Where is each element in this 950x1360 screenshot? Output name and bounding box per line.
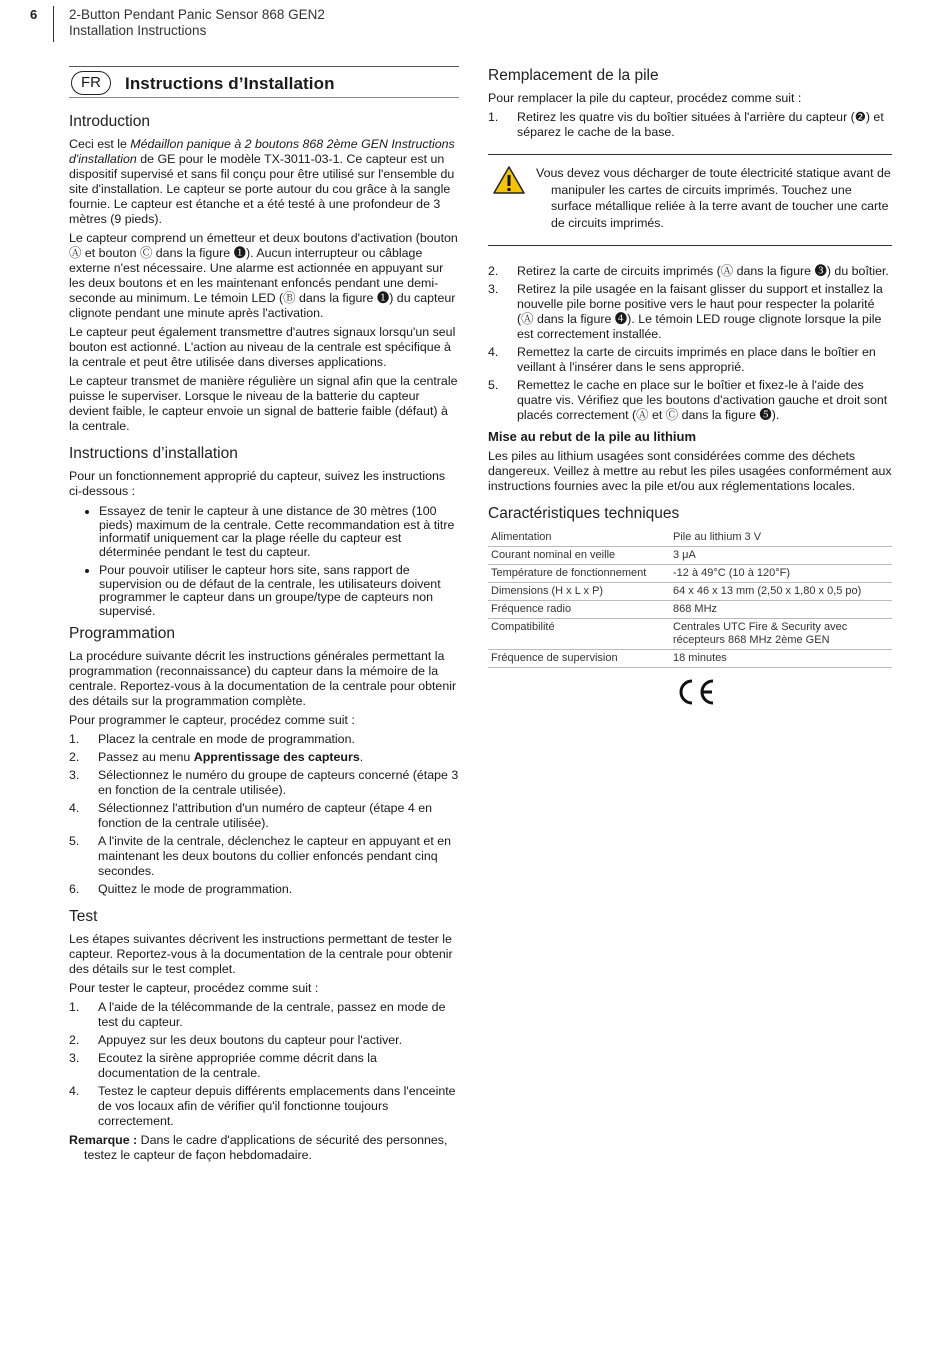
programming-paragraph-1: La procédure suivante décrit les instructions générales permettant la programmation (reconnaissance) du capteur dans la mémoire de la centrale. Reportez-vous à la documentation de la centrale pour obtenir des détails sur la programmation complète. — [69, 649, 457, 708]
disposal-heading: Mise au rebut de la pile au lithium — [488, 429, 697, 444]
list-item: 4. Testez le capteur depuis différents emplacements dans l'enceinte de vos locaux afin de vérifier qu'il fonctionne toujours correctement. — [69, 1084, 456, 1128]
installation-heading: Instructions d’installation — [69, 445, 238, 462]
spec-key: Compatibilité — [488, 619, 670, 650]
table-row — [488, 583, 892, 601]
header-title-line2: Installation Instructions — [69, 23, 207, 38]
right-column — [488, 66, 892, 710]
left-column — [69, 66, 459, 1167]
specs-table — [488, 529, 892, 668]
list-item: 2. Passez au menu Apprentissage des capteurs. — [69, 750, 364, 764]
test-paragraph-2: Pour tester le capteur, procédez comme suit : — [69, 981, 319, 995]
battery-steps — [488, 264, 892, 423]
introduction-paragraph-4: Le capteur transmet de manière régulière un signal afin que la centrale puisse le superviser. Lorsque le niveau de la batterie du capteur devient faible, le capteur envoie un signal de batterie faible (défaut) à la centrale. — [69, 374, 458, 433]
list-item: • Essayez de tenir le capteur à une distance de 30 mètres (100 pieds) maximum de la centrale. Cette recommandation est à titre informatif uniquement car la plage réelle du capteur est déterminée pendant le test du capteur. — [99, 505, 459, 559]
spec-key: Alimentation — [488, 529, 670, 547]
list-item: 1. A l'aide de la télécommande de la centrale, passez en mode de test du capteur. — [69, 1000, 446, 1029]
introduction-paragraph-2: Le capteur comprend un émetteur et deux boutons d'activation (bouton Ⓐ et bouton Ⓒ dans la figure ❶). Aucun interrupteur ou câblage externe n'est nécessaire. Une alarme est actionnée en appuyant sur les deux boutons et en les maintenant enfoncés pendant une demi-seconde au minimum. Le témoin LED (Ⓑ dans la figure ❶) du capteur clignote pendant une minute après l'activation. — [69, 231, 458, 320]
list-item: 4. Sélectionnez l'attribution d'un numéro de capteur (étape 4 en fonction de la centrale utilisée). — [69, 801, 432, 830]
battery-heading: Remplacement de la pile — [488, 67, 659, 84]
spec-key: Fréquence radio — [488, 601, 670, 619]
list-item: 3. Ecoutez la sirène appropriée comme décrit dans la documentation de la centrale. — [69, 1051, 377, 1080]
warning-icon — [488, 165, 536, 231]
ce-mark-icon — [676, 678, 892, 710]
table-row — [488, 529, 892, 547]
specs-heading: Caractéristiques techniques — [488, 505, 680, 522]
table-row — [488, 547, 892, 565]
warning-box — [488, 154, 892, 246]
programming-heading: Programmation — [69, 625, 175, 642]
spec-value: -12 à 49°C (10 à 120°F) — [670, 565, 892, 583]
installation-bullets — [69, 505, 459, 618]
disposal-text: Les piles au lithium usagées sont considérées comme des déchets dangereux. Veillez à mettre au rebut les piles usagées conformément aux instructions fournies avec la pile et/ou aux réglementations locales. — [488, 449, 892, 493]
document-header — [69, 7, 325, 39]
document-title-italic: Médaillon panique à 2 boutons 868 2ème GEN Instructions d'installation — [69, 137, 455, 166]
spec-key: Dimensions (H x L x P) — [488, 583, 670, 601]
battery-steps-start — [488, 110, 892, 140]
introduction-paragraph-1: Ceci est le Médaillon panique à 2 boutons 868 2ème GEN Instructions d'installation de GE pour le modèle TX-3011-03-1. Ce capteur est un dispositif supervisé et sans fil conçu pour être utilisé sur l'ensemble du site d'installation. Le capteur se porte autour du cou grâce à la sangle fournie. Le capteur est étanche et a été testé à une profondeur de 3 mètres (9 pieds). — [69, 137, 455, 226]
language-title-box — [69, 66, 459, 98]
header-divider — [53, 6, 54, 42]
list-item: 1. Retirez les quatre vis du boîtier situées à l'arrière du capteur (❷) et séparez le cache de la base. — [488, 110, 884, 139]
list-item: 2. Appuyez sur les deux boutons du capteur pour l'activer. — [69, 1033, 403, 1047]
list-item: 2. Retirez la carte de circuits imprimés (Ⓐ dans la figure ❸) du boîtier. — [488, 264, 889, 278]
programming-steps — [69, 732, 459, 897]
table-row — [488, 565, 892, 583]
test-paragraph-1: Les étapes suivantes décrivent les instructions permettant de tester le capteur. Reportez-vous à la documentation de la centrale pour obtenir des détails sur le test complet. — [69, 932, 453, 976]
spec-key: Fréquence de supervision — [488, 650, 670, 668]
installation-intro: Pour un fonctionnement approprié du capteur, suivez les instructions ci-dessous : — [69, 469, 446, 498]
spec-key: Température de fonctionnement — [488, 565, 670, 583]
introduction-paragraph-3: Le capteur peut également transmettre d'autres signaux lorsqu'un seul bouton est actionné. L'action au niveau de la centrale est spécifique à la centrale et peut être utilisée dans diverses applications. — [69, 325, 456, 369]
spec-value: 3 μA — [670, 547, 892, 565]
note-label: Remarque : — [69, 1133, 138, 1147]
list-item: 6. Quittez le mode de programmation. — [69, 882, 293, 896]
test-note: Remarque : Dans le cadre d'applications de sécurité des personnes, testez le capteur de façon hebdomadaire. — [69, 1133, 448, 1162]
spec-key: Courant nominal en veille — [488, 547, 670, 565]
spec-value: Pile au lithium 3 V — [670, 529, 892, 547]
menu-name: Apprentissage des capteurs — [193, 750, 360, 764]
list-item: • Pour pouvoir utiliser le capteur hors site, sans rapport de supervision ou de défaut de la centrale, les utilisateurs doivent programmer le capteur dans un groupe/type de capteurs non supervisé. — [99, 564, 459, 618]
list-item: 1. Placez la centrale en mode de programmation. — [69, 732, 355, 746]
warning-text: Vous devez vous décharger de toute électricité statique avant de manipuler les cartes de circuits imprimés. Touchez une surface métallique reliée à la terre avant de toucher une carte de circuits imprimés. — [536, 166, 891, 230]
spec-value: Centrales UTC Fire & Security avec récepteurs 868 MHz 2ème GEN — [670, 619, 892, 650]
test-heading: Test — [69, 908, 98, 925]
spec-value: 868 MHz — [670, 601, 892, 619]
test-steps — [69, 1000, 459, 1129]
section-title: Instructions d’Installation — [125, 73, 335, 93]
programming-paragraph-2: Pour programmer le capteur, procédez comme suit : — [69, 713, 355, 727]
table-row — [488, 619, 892, 650]
table-row — [488, 601, 892, 619]
list-item: 5. A l'invite de la centrale, déclenchez le capteur en appuyant et en maintenant les deux boutons du collier enfoncés pendant cinq secondes. — [69, 834, 451, 878]
language-badge: FR — [71, 71, 111, 95]
list-item: 3. Sélectionnez le numéro du groupe de capteurs concerné (étape 3 en fonction de la centrale utilisée). — [69, 768, 459, 797]
spec-value: 18 minutes — [670, 650, 892, 668]
page-number: 6 — [30, 7, 38, 22]
battery-intro: Pour remplacer la pile du capteur, procédez comme suit : — [488, 91, 802, 105]
spec-value: 64 x 46 x 13 mm (2,50 x 1,80 x 0,5 po) — [670, 583, 892, 601]
table-row — [488, 650, 892, 668]
list-item: 5. Remettez le cache en place sur le boîtier et fixez-le à l'aide des quatre vis. Vérifiez que les boutons d'activation gauche et droit sont placés correctement (Ⓐ et Ⓒ dans la figure ❺). — [488, 378, 888, 422]
header-title-line1: 2-Button Pendant Panic Sensor 868 GEN2 — [69, 7, 325, 22]
list-item: 3. Retirez la pile usagée en la faisant glisser du support et installez la nouvelle pile borne positive vers le haut pour respecter la polarité (Ⓐ dans la figure ❹). Le témoin LED rouge clignote lorsque la pile est correctement installée. — [488, 282, 883, 341]
list-item: 4. Remettez la carte de circuits imprimés en place dans le boîtier en veillant à l'insérer dans le sens approprié. — [488, 345, 876, 374]
introduction-heading: Introduction — [69, 113, 150, 130]
